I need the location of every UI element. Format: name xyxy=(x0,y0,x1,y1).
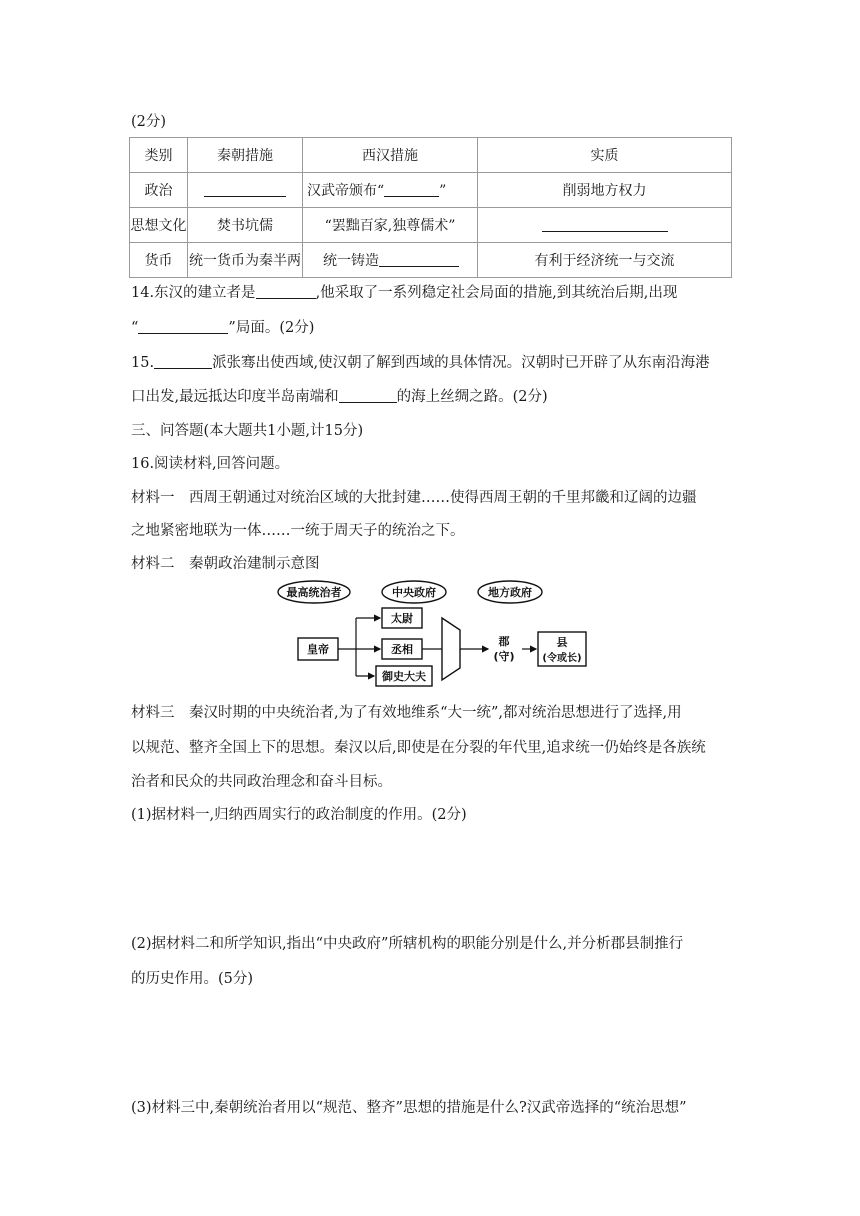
answer-blank[interactable] xyxy=(542,217,668,232)
answer-blank[interactable] xyxy=(384,182,439,197)
question-16-intro: 16.阅读材料,回答问题。 xyxy=(131,456,290,472)
text: “ xyxy=(131,320,139,336)
answer-blank[interactable] xyxy=(256,284,316,299)
table-header: 类别 xyxy=(130,138,188,173)
sub-question-3-line1: (3)材料三中,秦朝统治者用以“规范、整齐”思想的措施是什么?汉武帝选择的“统治思想” xyxy=(131,1100,687,1116)
official-label: 御史大夫 xyxy=(382,670,426,683)
table-cell: 削弱地方权力 xyxy=(478,173,732,208)
table-header: 秦朝措施 xyxy=(188,138,303,173)
xian-label: 县 xyxy=(556,636,568,649)
answer-blank[interactable] xyxy=(138,319,228,334)
table-cell: 统一货币为秦半两 xyxy=(188,243,303,278)
official-label: 丞相 xyxy=(391,643,413,656)
answer-blank[interactable] xyxy=(204,182,286,197)
cell-text: ” xyxy=(439,183,447,199)
table-cell xyxy=(303,243,478,278)
text: 的海上丝绸之路。(2分) xyxy=(396,389,548,405)
official-label: 太尉 xyxy=(391,612,413,625)
qin-political-system-diagram xyxy=(270,578,590,690)
answer-blank-cell[interactable] xyxy=(478,208,732,243)
sub-question-2-line2: 的历史作用。(5分) xyxy=(131,971,254,987)
table-cell: 政治 xyxy=(130,173,188,208)
jun-label: (守) xyxy=(493,650,515,663)
material-2-title: 材料二 秦朝政治建制示意图 xyxy=(131,556,320,572)
table-cell: 有利于经济统一与交流 xyxy=(478,243,732,278)
section-3-heading: 三、问答题(本大题共1小题,计15分) xyxy=(131,423,364,439)
answer-blank-cell[interactable] xyxy=(188,173,303,208)
table-cell: 货币 xyxy=(130,243,188,278)
answer-blank[interactable] xyxy=(379,252,459,267)
material-3-line1: 材料三 秦汉时期的中央统治者,为了有效地维系“大一统”,都对统治思想进行了选择,用 xyxy=(131,705,682,721)
material-3-line3: 治者和民众的共同政治理念和奋斗目标。 xyxy=(131,774,392,790)
sub-question-2-line1: (2)据材料二和所学知识,指出“中央政府”所辖机构的职能分别是什么,并分析郡县制推行 xyxy=(131,936,684,952)
text: ,他采取了一系列稳定社会局面的措施,到其统治后期,出现 xyxy=(315,285,678,301)
text: 派张骞出使西域,使汉朝了解到西域的具体情况。汉朝时已开辟了从东南沿海港 xyxy=(212,355,710,371)
question-14-line1 xyxy=(131,283,677,303)
table-cell: 思想文化 xyxy=(130,208,188,243)
table-header: 实质 xyxy=(478,138,732,173)
emperor-label: 皇帝 xyxy=(307,643,329,656)
sub-question-1: (1)据材料一,归纳西周实行的政治制度的作用。(2分) xyxy=(131,807,467,823)
diagram-label: 中央政府 xyxy=(392,586,436,599)
cell-text: 汉武帝颁布“ xyxy=(307,183,385,199)
question-15-line1 xyxy=(131,353,710,373)
material-3-line2: 以规范、整齐全国上下的思想。秦汉以后,即使是在分裂的年代里,追求统一仍始终是各族统 xyxy=(131,740,706,756)
table-row xyxy=(130,173,732,208)
diagram-label: 地方政府 xyxy=(488,586,532,599)
question-14-line2 xyxy=(131,318,314,338)
table-cell: 焚书坑儒 xyxy=(188,208,303,243)
table-header: 西汉措施 xyxy=(303,138,478,173)
text: 15. xyxy=(131,355,155,371)
table-cell: “罢黜百家,独尊儒术” xyxy=(303,208,478,243)
answer-blank[interactable] xyxy=(339,388,397,403)
cell-text: 统一铸造 xyxy=(323,253,379,269)
material-1-line2: 之地紧密地联为一体……一统于周天子的统治之下。 xyxy=(131,523,465,539)
material-1-line1: 材料一 西周王朝通过对统治区域的大批封建……使得西周王朝的千里邦畿和辽阔的边疆 xyxy=(131,490,697,506)
table-row xyxy=(130,208,732,243)
jun-label: 郡 xyxy=(498,635,510,648)
funnel-shape xyxy=(442,618,460,680)
table-cell xyxy=(303,173,478,208)
text: 口出发,最远抵达印度半岛南端和 xyxy=(131,389,339,405)
text: 14.东汉的建立者是 xyxy=(131,285,256,301)
table-header-row xyxy=(130,138,732,173)
text: ”局面。(2分) xyxy=(228,320,315,336)
table-row xyxy=(130,243,732,278)
xian-label: (令或长) xyxy=(542,653,582,664)
q13-score: (2分) xyxy=(131,114,167,130)
comparison-table xyxy=(129,137,732,278)
diagram-label: 最高统治者 xyxy=(286,586,342,599)
question-15-line2 xyxy=(131,387,548,407)
answer-blank[interactable] xyxy=(154,354,212,369)
